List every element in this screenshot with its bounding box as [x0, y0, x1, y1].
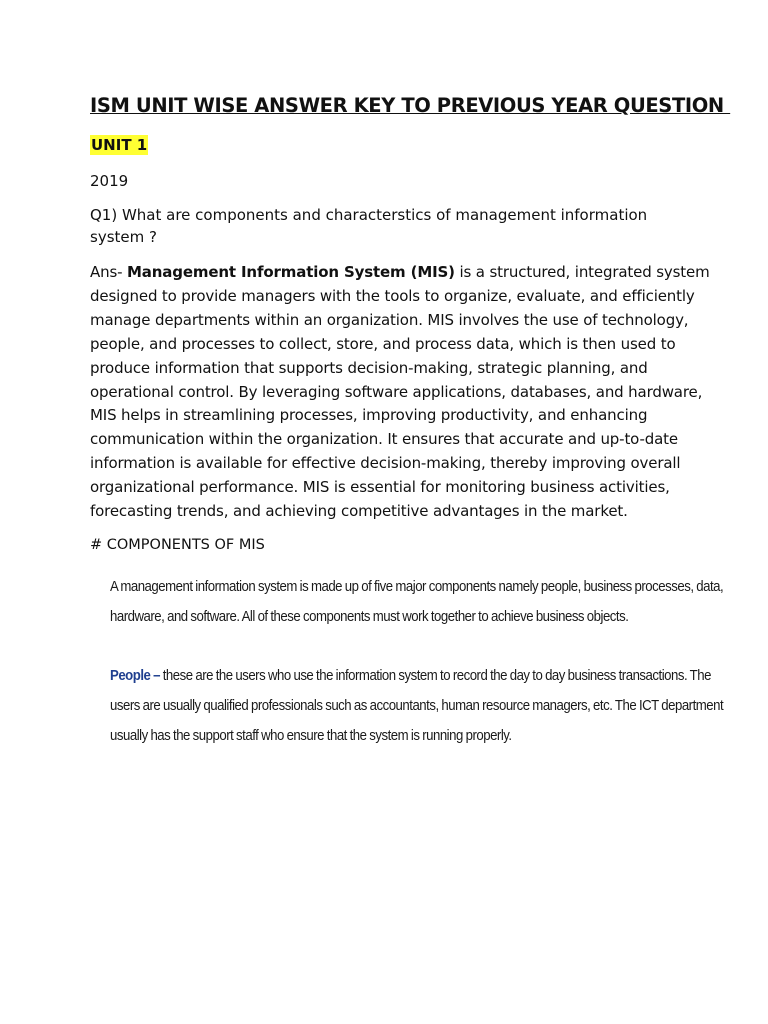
- question-text: Q1) What are components and characterstics of management information system ?: [90, 206, 648, 246]
- people-label: People –: [110, 667, 160, 684]
- embedded-paragraph-components: A management information system is made up of five major components namely people, business processes, data, hardware, and software. All of these components must work together to achieve business objects.: [110, 578, 724, 625]
- answer-paragraph: [90, 261, 730, 524]
- embedded-text-image: [110, 572, 735, 751]
- unit-heading-highlighted: UNIT 1: [91, 136, 148, 154]
- embedded-paragraph-people: [110, 661, 735, 751]
- answer-prefix: Ans-: [90, 263, 128, 281]
- people-description: these are the users who use the information system to record the day to day business transactions. The users are usually qualified professionals such as accountants, human resource managers, etc. The ICT department usually has the support staff who ensure that the system is running properly.: [110, 667, 724, 744]
- components-heading: # COMPONENTS OF MIS: [90, 537, 265, 553]
- answer-term: Management Information System (MIS): [127, 263, 455, 281]
- year-label: 2019: [90, 172, 129, 190]
- answer-body: is a structured, integrated system designed to provide managers with the tools to organize, evaluate, and efficiently manage departments within an organization. MIS involves the use of technology, people, and processes to collect, store, and process data, which is then used to produce information that supports decision-making, strategic planning, and operational control. By leveraging software applications, databases, and hardware, MIS helps in streamlining processes, improving productivity, and enhancing communication within the organization. It ensures that accurate and up-to-date information is available for effective decision-making, thereby improving overall organizational performance. MIS is essential for monitoring business activities, forecasting trends, and achieving competitive advantages in the market.: [90, 263, 710, 521]
- document-title: ISM UNIT WISE ANSWER KEY TO PREVIOUS YEAR QUESTION: [90, 94, 731, 117]
